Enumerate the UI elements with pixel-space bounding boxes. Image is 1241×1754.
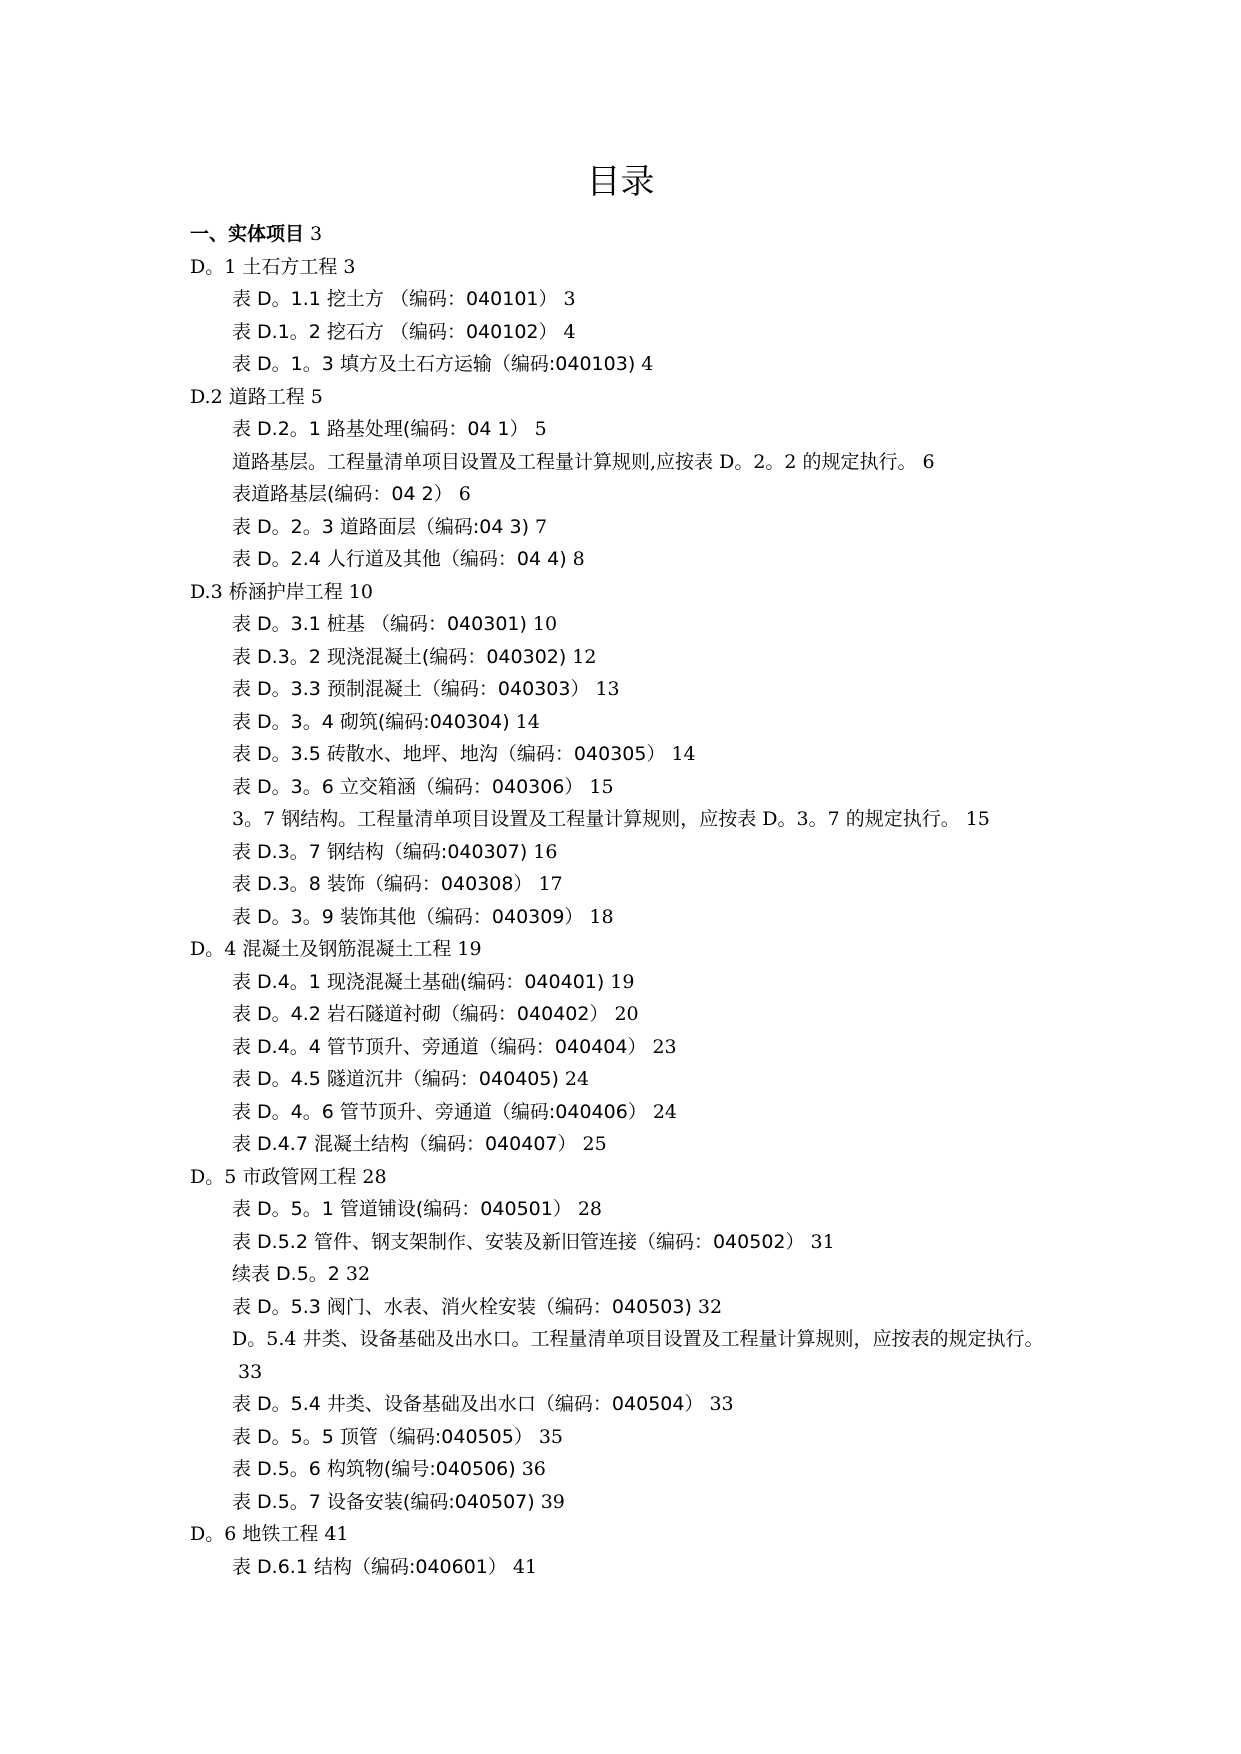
toc-entry[interactable] xyxy=(232,706,1112,739)
toc-entry[interactable] xyxy=(232,673,1112,706)
toc-entry-title: D.2 道路工程 xyxy=(190,385,305,408)
toc-entry-title: 表 D。4.5 隧道沉井（编码：040405) xyxy=(232,1068,559,1090)
toc-entry[interactable] xyxy=(232,868,1112,901)
toc-entry-page-number: 32 xyxy=(345,1263,371,1285)
toc-entry[interactable] xyxy=(232,1258,1112,1291)
toc-entry-title: 表 D.1。2 挖石方 （编码：040102） xyxy=(232,320,558,343)
toc-entry[interactable] xyxy=(232,1193,1112,1226)
toc-entry-title: 表 D。3。6 立交箱涵（编码：040306） xyxy=(232,775,584,798)
toc-entry-title: 表 D.5。7 设备安装(编码:040507) xyxy=(232,1490,535,1513)
toc-entry-page-number: 17 xyxy=(538,873,563,895)
toc-entry-title: 表 D。5.4 井类、设备基础及出水口（编码：040504） xyxy=(232,1393,704,1415)
toc-entry-title: 3。7 钢结构。工程量清单项目设置及工程量计算规则，应按表 D。3。7 的规定执行。 xyxy=(232,808,960,830)
toc-entry[interactable] xyxy=(232,1323,1052,1388)
table-of-contents xyxy=(0,218,1241,1583)
toc-entry[interactable] xyxy=(232,998,1112,1031)
toc-entry[interactable] xyxy=(232,1063,1112,1096)
toc-entry-title: 表 D。4.2 岩石隧道衬砌（编码：040402） xyxy=(232,1003,609,1025)
toc-entry-title: 表 D.3。7 钢结构（编码:040307) xyxy=(232,840,528,863)
toc-entry[interactable] xyxy=(232,1453,1112,1486)
toc-entry[interactable] xyxy=(190,251,1070,284)
toc-entry[interactable] xyxy=(232,771,1112,804)
toc-entry-title: 表 D。3.5 砖散水、地坪、地沟（编码：040305） xyxy=(232,743,666,765)
toc-entry[interactable] xyxy=(190,381,1070,414)
toc-entry[interactable] xyxy=(232,283,1112,316)
toc-entry-title: 表 D.2。1 路基处理(编码：04 1） xyxy=(232,418,529,440)
toc-entry-page-number: 33 xyxy=(238,1360,263,1383)
toc-entry-page-number: 8 xyxy=(572,548,585,570)
toc-entry-page-number: 28 xyxy=(362,1165,387,1188)
toc-entry-page-number: 16 xyxy=(533,840,558,863)
toc-entry[interactable] xyxy=(232,1551,1112,1584)
toc-entry-title: 表 D.6.1 结构（编码:040601） xyxy=(232,1555,507,1578)
toc-entry[interactable] xyxy=(190,576,1070,609)
toc-entry-page-number: 20 xyxy=(614,1003,639,1025)
toc-entry[interactable] xyxy=(232,803,1112,836)
toc-entry-title: 表 D。1.1 挖土方 （编码：040101） xyxy=(232,288,558,310)
toc-entry-title: 表 D。2。3 道路面层（编码:04 3) xyxy=(232,515,530,538)
toc-entry-title: 表 D.4。1 现浇混凝土基础(编码：040401) xyxy=(232,970,605,993)
toc-entry-page-number: 35 xyxy=(538,1425,564,1448)
toc-entry[interactable] xyxy=(232,608,1112,641)
toc-entry[interactable] xyxy=(232,1226,1112,1259)
toc-entry-title: D.3 桥涵护岸工程 xyxy=(190,580,343,603)
toc-entry[interactable] xyxy=(232,738,1112,771)
toc-entry-title: D。5.4 井类、设备基础及出水口。工程量清单项目设置及工程量计算规则，应按表的规定执行。 xyxy=(232,1328,1044,1350)
toc-entry-page-number: 18 xyxy=(589,905,614,928)
toc-entry-page-number: 39 xyxy=(540,1490,565,1513)
toc-entry[interactable] xyxy=(232,348,1112,381)
toc-entry-page-number: 24 xyxy=(652,1100,678,1123)
toc-entry-page-number: 36 xyxy=(521,1458,546,1480)
toc-entry-page-number: 14 xyxy=(671,743,696,765)
toc-entry-page-number: 19 xyxy=(610,970,635,993)
toc-entry[interactable] xyxy=(232,1128,1112,1161)
toc-entry[interactable] xyxy=(232,1096,1112,1129)
toc-entry-title: 表 D。3。4 砌筑(编码:040304) xyxy=(232,710,510,733)
toc-entry-page-number: 41 xyxy=(324,1523,349,1545)
toc-entry-page-number: 3 xyxy=(563,288,576,310)
toc-entry-title: 表 D.4。4 管节顶升、旁通道（编码：040404） xyxy=(232,1035,647,1058)
toc-entry[interactable] xyxy=(232,511,1112,544)
toc-entry-page-number: 10 xyxy=(532,613,558,635)
toc-entry-page-number: 24 xyxy=(564,1068,590,1090)
toc-entry-title: 表 D.3。2 现浇混凝土(编码：040302) xyxy=(232,645,567,668)
toc-entry-page-number: 25 xyxy=(582,1133,607,1155)
toc-entry[interactable] xyxy=(190,1161,1070,1194)
toc-entry-title: 表道路基层(编码：04 2） xyxy=(232,483,453,505)
toc-entry-page-number: 15 xyxy=(589,775,614,798)
toc-entry[interactable] xyxy=(232,836,1112,869)
toc-entry-page-number: 12 xyxy=(572,645,597,668)
toc-entry-title: 表 D。3.3 预制混凝土（编码：040303） xyxy=(232,678,590,700)
toc-entry-title: 表 D。3。9 装饰其他（编码：040309） xyxy=(232,905,584,928)
toc-entry[interactable] xyxy=(232,1486,1112,1519)
toc-entry[interactable] xyxy=(232,446,1112,479)
toc-entry-title: 表 D.4.7 混凝土结构（编码：040407） xyxy=(232,1133,577,1155)
toc-entry-page-number: 19 xyxy=(457,938,482,960)
toc-entry-page-number: 4 xyxy=(641,353,654,375)
toc-entry-page-number: 23 xyxy=(652,1035,677,1058)
toc-entry-page-number: 4 xyxy=(563,320,576,343)
toc-entry[interactable] xyxy=(232,901,1112,934)
toc-entry-page-number: 13 xyxy=(595,678,620,700)
toc-entry-page-number: 3 xyxy=(310,223,323,245)
toc-entry[interactable] xyxy=(190,1518,1070,1551)
page-title: 目录 xyxy=(586,162,655,202)
toc-entry-page-number: 31 xyxy=(810,1230,835,1253)
toc-entry-title: D。6 地铁工程 xyxy=(190,1523,319,1545)
toc-entry-title: 表 D。5.3 阀门、水表、消火栓安装（编码：040503) xyxy=(232,1295,692,1318)
toc-entry-title: 一、实体项目 xyxy=(190,223,305,245)
toc-entry-title: 道路基层。工程量清单项目设置及工程量计算规则,应按表 D。2。2 的规定执行。 xyxy=(232,450,917,473)
toc-entry-page-number: 28 xyxy=(577,1198,603,1220)
toc-entry[interactable] xyxy=(232,966,1112,999)
toc-entry-page-number: 5 xyxy=(310,385,323,408)
toc-entry-title: 表 D。2.4 人行道及其他（编码：04 4) xyxy=(232,548,567,570)
toc-entry-title: 表 D。4。6 管节顶升、旁通道（编码:040406） xyxy=(232,1100,647,1123)
toc-entry[interactable] xyxy=(232,1031,1112,1064)
toc-entry-page-number: 14 xyxy=(515,710,540,733)
toc-entry-title: 表 D。5。1 管道铺设(编码：040501） xyxy=(232,1198,572,1220)
toc-entry[interactable] xyxy=(232,413,1112,446)
toc-entry-title: 表 D。5。5 顶管（编码:040505） xyxy=(232,1425,533,1448)
toc-entry[interactable] xyxy=(190,933,1070,966)
toc-entry[interactable] xyxy=(232,1388,1112,1421)
toc-entry-title: 表 D.5。6 构筑物(编号:040506) xyxy=(232,1458,516,1480)
toc-entry-title: D。5 市政管网工程 xyxy=(190,1165,357,1188)
toc-entry[interactable] xyxy=(232,316,1112,349)
toc-entry-page-number: 32 xyxy=(697,1295,723,1318)
toc-entry-title: D。4 混凝土及钢筋混凝土工程 xyxy=(190,938,452,960)
toc-entry-page-number: 33 xyxy=(709,1393,734,1415)
toc-entry-page-number: 6 xyxy=(922,450,935,473)
toc-entry-title: D。1 土石方工程 xyxy=(190,255,338,278)
toc-entry-page-number: 41 xyxy=(512,1555,538,1578)
toc-entry[interactable] xyxy=(232,1291,1112,1324)
toc-entry-title: 表 D。3.1 桩基 （编码：040301) xyxy=(232,613,527,635)
toc-entry[interactable] xyxy=(190,218,1070,251)
toc-entry-page-number: 7 xyxy=(535,515,548,538)
toc-entry[interactable] xyxy=(232,478,1112,511)
toc-entry-title: 表 D.5.2 管件、钢支架制作、安装及新旧管连接（编码：040502） xyxy=(232,1230,805,1253)
toc-entry-page-number: 6 xyxy=(458,483,471,505)
toc-entry-page-number: 3 xyxy=(343,255,356,278)
toc-entry-title: 表 D.3。8 装饰（编码：040308） xyxy=(232,873,533,895)
toc-entry-page-number: 15 xyxy=(965,808,990,830)
toc-entry-page-number: 10 xyxy=(348,580,373,603)
toc-entry-title: 续表 D.5。2 xyxy=(232,1263,340,1285)
toc-entry[interactable] xyxy=(232,641,1112,674)
toc-entry-title: 表 D。1。3 填方及土石方运输（编码:040103) xyxy=(232,353,636,375)
toc-entry-page-number: 5 xyxy=(534,418,547,440)
toc-entry[interactable] xyxy=(232,1421,1112,1454)
toc-entry[interactable] xyxy=(232,543,1112,576)
